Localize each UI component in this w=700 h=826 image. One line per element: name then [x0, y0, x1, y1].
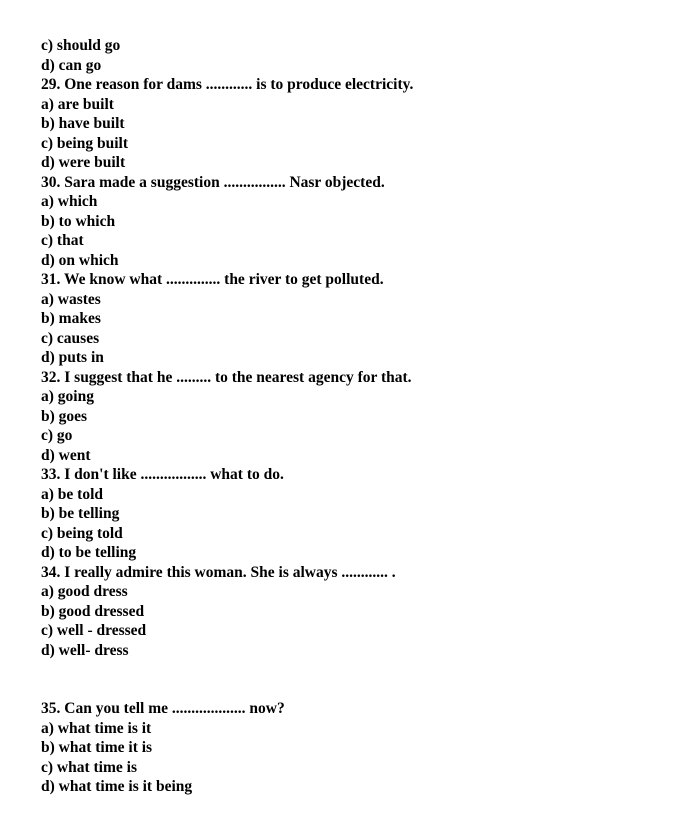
option-line: c) that	[41, 232, 84, 249]
option-line: b) to which	[41, 212, 116, 230]
question-block	[41, 465, 681, 563]
question-block	[41, 75, 681, 173]
option-line: d) can go	[41, 56, 102, 74]
option-line: a) good dress	[41, 583, 128, 600]
question-block	[41, 699, 681, 797]
option-line: c) well - dressed	[41, 622, 147, 639]
worksheet-page	[41, 36, 681, 797]
option-line: a) which	[41, 193, 98, 210]
question-block	[41, 563, 681, 661]
option-line: c) what time is	[41, 758, 137, 776]
option-line: c) being built	[41, 134, 128, 152]
option-line: b) good dressed	[41, 602, 145, 620]
option-line: d) what time is it being	[41, 778, 193, 795]
option-line: b) what time it is	[41, 739, 153, 756]
option-line: b) be telling	[41, 505, 120, 522]
option-line: c) being told	[41, 524, 123, 542]
option-line: a) wastes	[41, 290, 101, 308]
question-block	[41, 368, 681, 466]
question-text: 34. I really admire this woman. She is always ............ .	[41, 563, 396, 581]
option-line: a) going	[41, 388, 94, 405]
question-text: 31. We know what .............. the river to get polluted.	[41, 271, 384, 288]
question-text: 33. I don't like ................. what to do.	[41, 466, 284, 483]
question-block	[41, 270, 681, 368]
option-line: c) causes	[41, 329, 100, 347]
option-line: d) on which	[41, 251, 119, 269]
question-text: 35. Can you tell me ................... now?	[41, 700, 285, 717]
question-text: 30. Sara made a suggestion ................ Nasr objected.	[41, 173, 385, 191]
option-line: a) be told	[41, 485, 103, 503]
option-line: a) what time is it	[41, 719, 152, 737]
option-line: d) were built	[41, 154, 126, 171]
option-line: a) are built	[41, 95, 114, 113]
lead-options	[41, 36, 681, 75]
option-line: d) to be telling	[41, 544, 137, 561]
option-line: d) well- dress	[41, 641, 129, 659]
question-text: 29. One reason for dams ............ is to produce electricity.	[41, 76, 414, 93]
question-block	[41, 173, 681, 271]
option-line: d) went	[41, 446, 91, 464]
option-line: d) puts in	[41, 349, 104, 366]
option-line: c) should go	[41, 37, 121, 54]
option-line: b) have built	[41, 115, 125, 132]
option-line: b) makes	[41, 310, 101, 327]
section-gap	[41, 660, 681, 699]
question-text: 32. I suggest that he ......... to the nearest agency for that.	[41, 368, 412, 386]
option-line: c) go	[41, 427, 73, 444]
option-line: b) goes	[41, 407, 88, 425]
